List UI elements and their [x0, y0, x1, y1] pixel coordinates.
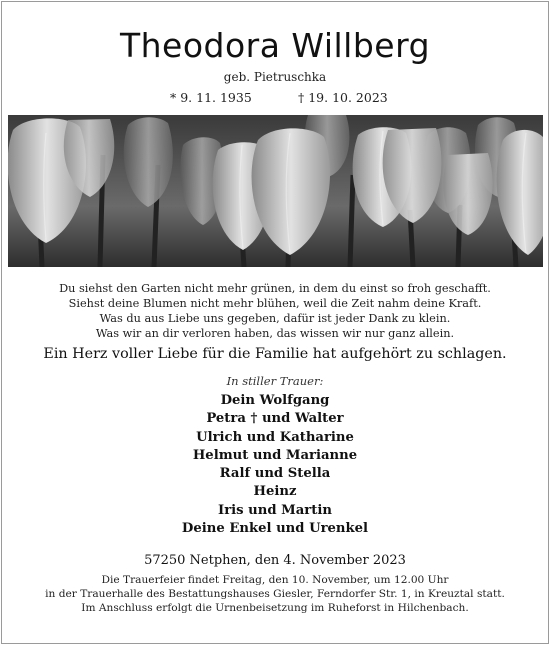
mourner: Ulrich und Katharine	[196, 429, 354, 445]
mourners-list	[2, 392, 548, 538]
mourner: Petra † und Walter	[206, 411, 344, 427]
poem-line: Was du aus Liebe uns gegeben, dafür ist jeder Dank zu klein.	[99, 312, 451, 325]
birth-date: * 9. 11. 1935	[170, 90, 252, 105]
place-date: 57250 Netphen, den 4. November 2023	[144, 553, 406, 568]
details-line: Im Anschluss erfolgt die Urnenbeisetzung im Ruheforst in Hilchenbach.	[81, 602, 469, 615]
poem-line: Siehst deine Blumen nicht mehr blühen, weil die Zeit nahm deine Kraft.	[68, 297, 482, 310]
obituary-notice	[1, 1, 549, 644]
mourner: Helmut und Marianne	[192, 447, 358, 463]
mourner: Ralf und Stella	[219, 466, 331, 482]
poem-line: Was wir an dir verloren haben, das wissen wir nur ganz allein.	[95, 327, 455, 340]
poem	[2, 281, 548, 341]
mourner: Dein Wolfgang	[220, 393, 330, 408]
mourner: Iris und Martin	[218, 502, 332, 518]
details-line: in der Trauerhalle des Bestattungshauses Giesler, Ferndorfer Str. 1, in Kreuztal statt.	[45, 588, 505, 601]
heart-line: Ein Herz voller Liebe für die Familie hat aufgehört zu schlagen.	[43, 346, 507, 362]
funeral-details	[2, 573, 548, 616]
poem-line: Du siehst den Garten nicht mehr grünen, in dem du einst so froh geschafft.	[59, 282, 491, 295]
birth-name: geb. Pietruschka	[223, 70, 327, 84]
mourner: Heinz	[253, 484, 297, 500]
details-line: Die Trauerfeier findet Freitag, den 10. November, um 12.00 Uhr	[101, 574, 449, 586]
tulips-photo	[8, 115, 543, 267]
mourning-label: In stiller Trauer:	[226, 374, 324, 388]
deceased-name: Theodora Willberg	[119, 26, 431, 65]
mourner: Deine Enkel und Urenkel	[181, 521, 369, 537]
death-date: † 19. 10. 2023	[298, 90, 388, 105]
